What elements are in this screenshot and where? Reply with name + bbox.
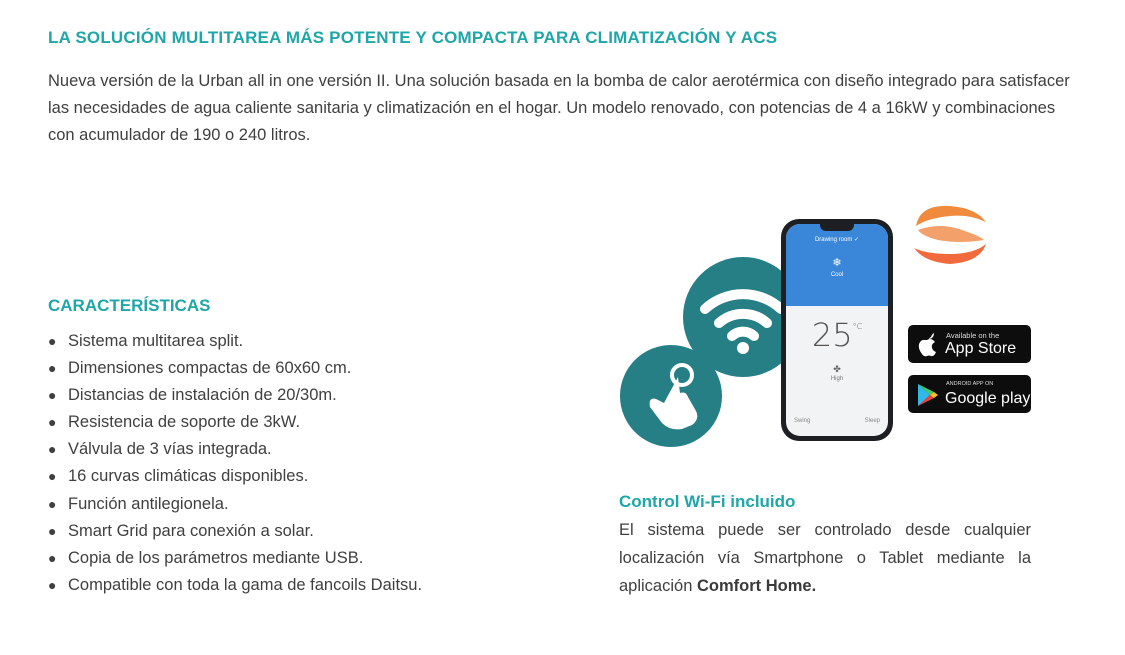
bullet-icon: ● [48, 495, 57, 512]
apple-icon [916, 333, 938, 357]
phone-temperature [786, 316, 888, 354]
phone-notch [820, 224, 854, 231]
wifi-description [619, 516, 1031, 600]
feature-text: Compatible con toda la gama de fancoils Daitsu. [68, 575, 423, 594]
list-item [48, 547, 422, 574]
phone-screen-header [786, 224, 888, 306]
app-logo-icon [910, 200, 990, 270]
phone-fan-label: High [830, 376, 844, 382]
phone-room-label: Drawing room ✓ [814, 237, 860, 243]
temperature-unit: °C [852, 322, 863, 331]
snowflake-icon: ❄ [832, 257, 842, 269]
fan-icon: ✤ [833, 364, 841, 374]
google-play-small-text: ANDROID APP ON [946, 381, 994, 387]
app-store-big-text: App Store [945, 340, 1017, 357]
wifi-description-text: El sistema puede ser controlado desde cualquier localización vía Smartphone o Tablet mediante la aplicación [619, 521, 1031, 595]
smartphone [781, 219, 893, 441]
feature-text: Smart Grid para conexión a solar. [68, 521, 314, 540]
temperature-value: 25 [811, 316, 853, 354]
phone-swing-label: Swing [794, 418, 811, 424]
feature-text: Válvula de 3 vías integrada. [68, 440, 272, 459]
bullet-icon: ● [48, 387, 57, 404]
list-item [48, 438, 422, 465]
phone-sleep-label: Sleep [864, 418, 880, 424]
list-item [48, 520, 422, 547]
google-play-big-text: Google play [945, 390, 1031, 407]
list-item [48, 357, 422, 384]
bullet-icon: ● [48, 360, 57, 377]
bullet-icon: ● [48, 576, 57, 593]
list-item [48, 384, 422, 411]
features-list [48, 330, 422, 601]
feature-text: Distancias de instalación de 20/30m. [68, 386, 337, 405]
wifi-control-illustration [615, 195, 1035, 450]
app-store-small-text: Available on the [946, 331, 1000, 340]
bullet-icon: ● [48, 333, 57, 349]
app-name: Comfort Home. [696, 577, 817, 595]
list-item [48, 465, 422, 492]
hand-touch-icon [620, 345, 722, 447]
feature-text: Copia de los parámetros mediante USB. [68, 548, 364, 567]
bullet-icon: ● [48, 468, 57, 485]
list-item [48, 574, 422, 601]
list-item [48, 493, 422, 520]
features-heading: CARACTERÍSTICAS [48, 296, 211, 315]
feature-text: 16 curvas climáticas disponibles. [68, 467, 309, 486]
bullet-icon: ● [48, 414, 57, 431]
bullet-icon: ● [48, 522, 57, 539]
feature-text: Función antilegionela. [68, 494, 229, 513]
feature-text: Resistencia de soporte de 3kW. [68, 413, 301, 432]
app-store-badge[interactable] [908, 325, 1031, 363]
bullet-icon: ● [48, 549, 57, 566]
bullet-icon: ● [48, 441, 57, 458]
wifi-heading: Control Wi-Fi incluido [619, 492, 796, 511]
phone-screen [786, 224, 888, 436]
list-item [48, 330, 422, 357]
touch-circle [620, 345, 722, 447]
feature-text: Sistema multitarea split. [68, 332, 244, 350]
feature-text: Dimensiones compactas de 60x60 cm. [68, 359, 352, 378]
google-play-icon [916, 383, 938, 407]
phone-mode-label: Cool [830, 272, 844, 278]
page-title: LA SOLUCIÓN MULTITAREA MÁS POTENTE Y COMPACTA PARA CLIMATIZACIÓN Y ACS [48, 28, 778, 47]
google-play-badge[interactable] [908, 375, 1031, 413]
list-item [48, 411, 422, 438]
intro-paragraph: Nueva versión de la Urban all in one versión II. Una solución basada en la bomba de calor aerotérmica con diseño integrado para satisfacer las necesidades de agua caliente sanitaria y climatización en el hogar. Un modelo renovado, con potencias de 4 a 16kW y combinaciones con acumulador de 190 o 240 litros. [48, 72, 1070, 144]
